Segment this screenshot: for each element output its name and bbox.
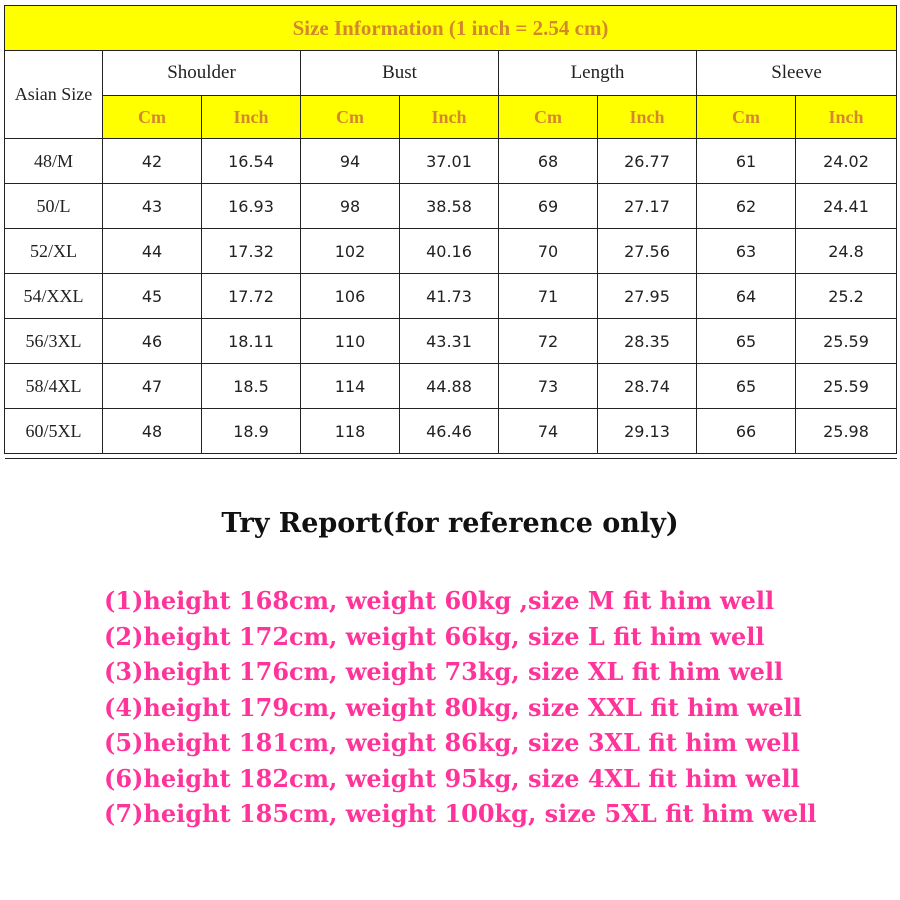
unit-header: Inch	[598, 96, 697, 139]
measurement-cell: 70	[499, 229, 598, 274]
length-header: Length	[499, 51, 697, 96]
measurement-cell: 37.01	[400, 139, 499, 184]
measurement-cell: 40.16	[400, 229, 499, 274]
table-row	[5, 139, 897, 184]
table-row	[5, 229, 897, 274]
measurement-cell: 28.35	[598, 319, 697, 364]
measurement-cell: 106	[301, 274, 400, 319]
measurement-cell: 45	[103, 274, 202, 319]
report-item: (4)height 179cm, weight 80kg, size XXL fit him well	[104, 692, 802, 722]
measurement-cell: 26.77	[598, 139, 697, 184]
size-label: 52/XL	[5, 229, 103, 274]
report-item: (2)height 172cm, weight 66kg, size L fit him well	[104, 621, 765, 651]
measurement-cell: 44	[103, 229, 202, 274]
table-row	[5, 319, 897, 364]
measurement-cell: 27.17	[598, 184, 697, 229]
measurement-cell: 29.13	[598, 409, 697, 454]
measurement-cell: 24.8	[796, 229, 897, 274]
measurement-cell: 43.31	[400, 319, 499, 364]
size-info-title: Size Information (1 inch = 2.54 cm)	[5, 6, 897, 51]
size-rows	[5, 139, 897, 454]
measurement-cell: 47	[103, 364, 202, 409]
measurement-cell: 16.54	[202, 139, 301, 184]
try-report-title: Try Report(for reference only)	[221, 508, 679, 539]
measurement-cell: 28.74	[598, 364, 697, 409]
table-bottom-spacer	[5, 454, 897, 459]
shoulder-header: Shoulder	[103, 51, 301, 96]
measurement-cell: 61	[697, 139, 796, 184]
measurement-cell: 46.46	[400, 409, 499, 454]
measurement-cell: 18.11	[202, 319, 301, 364]
group-header-row	[5, 51, 897, 96]
unit-header: Cm	[103, 96, 202, 139]
bust-header: Bust	[301, 51, 499, 96]
measurement-cell: 102	[301, 229, 400, 274]
sleeve-header: Sleeve	[697, 51, 897, 96]
unit-header: Cm	[499, 96, 598, 139]
measurement-cell: 114	[301, 364, 400, 409]
measurement-cell: 110	[301, 319, 400, 364]
measurement-cell: 44.88	[400, 364, 499, 409]
unit-header-row	[5, 96, 897, 139]
measurement-cell: 118	[301, 409, 400, 454]
table-row	[5, 184, 897, 229]
unit-header: Inch	[400, 96, 499, 139]
report-item: (5)height 181cm, weight 86kg, size 3XL fit him well	[104, 728, 800, 757]
unit-header: Cm	[697, 96, 796, 139]
measurement-cell: 25.2	[796, 274, 897, 319]
measurement-cell: 42	[103, 139, 202, 184]
unit-header: Inch	[796, 96, 897, 139]
measurement-cell: 43	[103, 184, 202, 229]
spacer-cell	[5, 454, 897, 459]
measurement-cell: 48	[103, 409, 202, 454]
measurement-cell: 71	[499, 274, 598, 319]
measurement-cell: 69	[499, 184, 598, 229]
measurement-cell: 38.58	[400, 184, 499, 229]
measurement-cell: 98	[301, 184, 400, 229]
asian-size-header: Asian Size	[5, 51, 103, 139]
measurement-cell: 27.56	[598, 229, 697, 274]
size-label: 50/L	[5, 184, 103, 229]
report-item: (1)height 168cm, weight 60kg ,size M fit him well	[104, 586, 775, 615]
size-label: 60/5XL	[5, 409, 103, 454]
measurement-cell: 65	[697, 319, 796, 364]
report-item: (6)height 182cm, weight 95kg, size 4XL fit him well	[104, 763, 800, 793]
measurement-cell: 65	[697, 364, 796, 409]
measurement-cell: 64	[697, 274, 796, 319]
report-item: (7)height 185cm, weight 100kg, size 5XL fit him well	[104, 799, 817, 828]
measurement-cell: 73	[499, 364, 598, 409]
measurement-cell: 17.72	[202, 274, 301, 319]
size-label: 54/XXL	[5, 274, 103, 319]
measurement-cell: 72	[499, 319, 598, 364]
size-label: 58/4XL	[5, 364, 103, 409]
try-report-list	[104, 583, 816, 832]
measurement-cell: 74	[499, 409, 598, 454]
measurement-cell: 18.5	[202, 364, 301, 409]
measurement-cell: 63	[697, 229, 796, 274]
measurement-cell: 41.73	[400, 274, 499, 319]
unit-header: Cm	[301, 96, 400, 139]
measurement-cell: 25.59	[796, 319, 897, 364]
measurement-cell: 16.93	[202, 184, 301, 229]
size-label: 56/3XL	[5, 319, 103, 364]
table-row	[5, 274, 897, 319]
measurement-cell: 62	[697, 184, 796, 229]
table-row	[5, 364, 897, 409]
measurement-cell: 27.95	[598, 274, 697, 319]
measurement-cell: 18.9	[202, 409, 301, 454]
measurement-cell: 17.32	[202, 229, 301, 274]
measurement-cell: 46	[103, 319, 202, 364]
measurement-cell: 68	[499, 139, 598, 184]
measurement-cell: 24.41	[796, 184, 897, 229]
measurement-cell: 66	[697, 409, 796, 454]
measurement-cell: 25.98	[796, 409, 897, 454]
measurement-cell: 24.02	[796, 139, 897, 184]
measurement-cell: 25.59	[796, 364, 897, 409]
size-chart-table	[4, 5, 897, 459]
title-row	[5, 6, 897, 51]
report-item: (3)height 176cm, weight 73kg, size XL fit him well	[104, 657, 784, 686]
table-row	[5, 409, 897, 454]
measurement-cell: 94	[301, 139, 400, 184]
unit-header: Inch	[202, 96, 301, 139]
size-label: 48/M	[5, 139, 103, 184]
